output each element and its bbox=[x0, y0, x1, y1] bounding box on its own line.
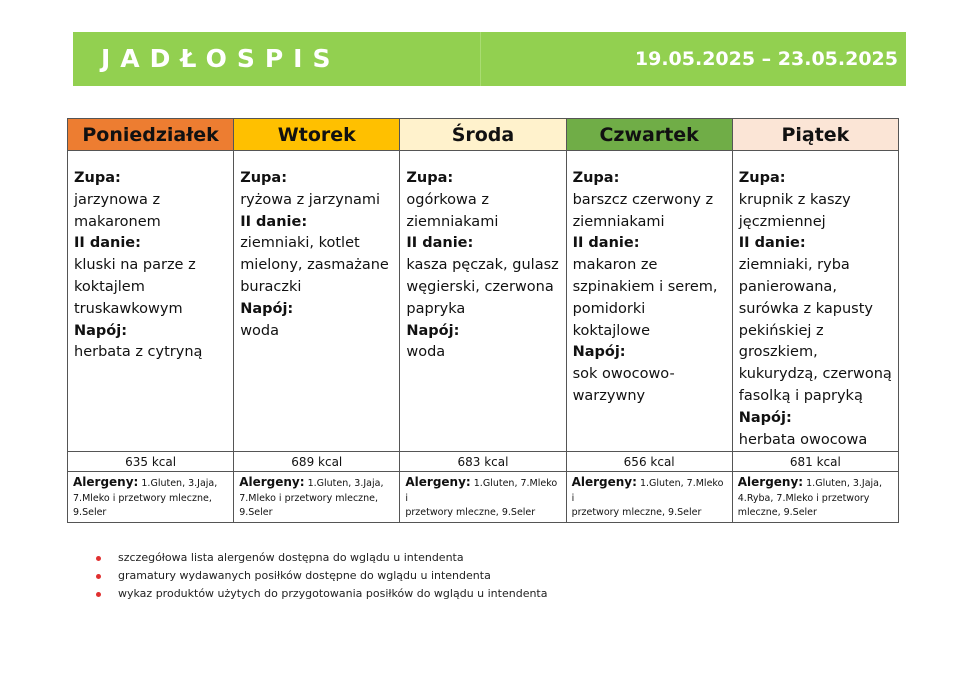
day-header: Poniedziałek bbox=[68, 119, 234, 151]
allergen-line bbox=[738, 492, 894, 507]
kcal-value: 689 kcal bbox=[234, 452, 400, 472]
drink-text: woda bbox=[240, 322, 280, 339]
main-dish-text: ziemniaki, kotlet bbox=[240, 235, 360, 252]
soup-label: Zupa: bbox=[74, 170, 121, 186]
kcal-value: 656 kcal bbox=[566, 452, 732, 472]
drink-text: warzywny bbox=[572, 387, 646, 404]
main-dish-text: mielony, zasmażane bbox=[240, 257, 389, 274]
note-item bbox=[96, 585, 547, 603]
main-dish-text: ziemniaki, ryba bbox=[738, 257, 850, 274]
kcal-value: 683 kcal bbox=[400, 452, 566, 472]
meal-cell bbox=[68, 151, 234, 452]
allergens-cell bbox=[566, 472, 732, 523]
allergen-text: 7.Mleko i przetwory mleczne, bbox=[239, 492, 379, 504]
main-dish-text: makaron ze bbox=[572, 257, 658, 274]
main-dish-text: węgierski, czerwona bbox=[406, 278, 554, 295]
soup-label: Zupa: bbox=[738, 170, 786, 186]
allergen-line bbox=[405, 475, 561, 506]
note-item bbox=[96, 567, 547, 585]
date-range: 19.05.2025 – 23.05.2025 bbox=[634, 48, 898, 70]
main-dish-text: kluski na parze z bbox=[74, 257, 196, 274]
kcal-row bbox=[68, 452, 899, 472]
drink-text: herbata z cytryną bbox=[74, 344, 203, 361]
drink-label: Napój: bbox=[74, 322, 128, 339]
allergen-line bbox=[239, 506, 395, 521]
header-banner bbox=[73, 32, 906, 86]
allergen-line bbox=[239, 475, 395, 492]
allergens-label: Alergeny: bbox=[571, 475, 637, 490]
allergens-cell bbox=[400, 472, 566, 523]
soup-text: jarzynowa z bbox=[74, 191, 161, 208]
allergen-text: 1.Gluten, 3.Jaja, bbox=[141, 478, 218, 490]
soup-text: jęczmiennej bbox=[738, 213, 826, 230]
notes-list bbox=[96, 549, 547, 603]
main-dish-text: surówka z kapusty bbox=[738, 300, 873, 317]
allergen-text: 1.Gluten, 7.Mleko i bbox=[571, 478, 724, 504]
soup-text: ryżowa z jarzynami bbox=[240, 191, 381, 208]
drink-label: Napój: bbox=[738, 409, 792, 426]
allergen-line bbox=[738, 506, 894, 521]
soup-text: makaronem bbox=[74, 213, 161, 230]
main-dish-text: pekińskiej z bbox=[738, 322, 824, 339]
allergen-text: 1.Gluten, 3.Jaja, bbox=[307, 478, 384, 490]
allergen-line bbox=[572, 475, 728, 506]
allergens-label: Alergeny: bbox=[239, 475, 305, 490]
main-dish-label: II danie: bbox=[74, 235, 141, 252]
soup-text: ogórkowa z bbox=[406, 191, 489, 208]
drink-text: sok owocowo- bbox=[572, 366, 675, 383]
allergen-text: mleczne, 9.Seler bbox=[737, 507, 817, 519]
bullet-icon bbox=[96, 556, 101, 561]
soup-text: krupnik z kaszy bbox=[738, 191, 851, 208]
day-header: Czwartek bbox=[566, 119, 732, 151]
page-title: JADŁOSPIS bbox=[101, 44, 341, 73]
meal-cell bbox=[566, 151, 732, 452]
main-dish-label: II danie: bbox=[738, 235, 806, 252]
soup-label: Zupa: bbox=[406, 170, 454, 186]
allergen-line bbox=[73, 506, 229, 521]
drink-label: Napój: bbox=[240, 300, 294, 317]
allergens-label: Alergeny: bbox=[737, 475, 804, 490]
soup-label: Zupa: bbox=[572, 170, 620, 186]
kcal-value: 681 kcal bbox=[732, 452, 898, 472]
note-text: wykaz produktów użytych do przygotowania posiłków do wglądu u intendenta bbox=[118, 587, 548, 600]
note-text: gramatury wydawanych posiłków dostępne do wglądu u intendenta bbox=[118, 569, 491, 582]
allergen-text: 7.Mleko i przetwory mleczne, bbox=[73, 492, 212, 504]
allergen-text: przetwory mleczne, 9.Seler bbox=[571, 507, 702, 519]
main-dish-text: panierowana, bbox=[738, 278, 837, 295]
allergen-line bbox=[738, 475, 894, 492]
allergen-text: 9.Seler bbox=[73, 507, 107, 519]
allergen-text: 4.Ryba, 7.Mleko i przetwory bbox=[737, 492, 870, 504]
menu-table bbox=[67, 118, 899, 523]
main-dish-text: fasolką i papryką bbox=[738, 387, 863, 404]
soup-label: Zupa: bbox=[240, 170, 287, 186]
allergen-line bbox=[73, 475, 229, 492]
day-header: Wtorek bbox=[234, 119, 400, 151]
banner-divider bbox=[480, 32, 481, 86]
meal-cell bbox=[234, 151, 400, 452]
day-header: Piątek bbox=[732, 119, 898, 151]
main-dish-text: koktajlem bbox=[74, 278, 145, 295]
allergens-cell bbox=[68, 472, 234, 523]
allergen-line bbox=[405, 506, 561, 521]
main-dish-text: kasza pęczak, gulasz bbox=[406, 257, 559, 274]
kcal-value: 635 kcal bbox=[68, 452, 234, 472]
allergens-row bbox=[68, 472, 899, 523]
soup-text: ziemniakami bbox=[406, 213, 499, 230]
main-dish-text: papryka bbox=[406, 300, 466, 317]
allergen-line bbox=[239, 492, 395, 507]
main-dish-label: II danie: bbox=[240, 213, 308, 230]
meals-row bbox=[68, 151, 899, 452]
drink-text: woda bbox=[406, 344, 446, 361]
drink-label: Napój: bbox=[406, 322, 460, 339]
soup-text: ziemniakami bbox=[572, 213, 665, 230]
day-header: Środa bbox=[400, 119, 566, 151]
meal-cell bbox=[732, 151, 898, 452]
meal-cell bbox=[400, 151, 566, 452]
allergen-text: 1.Gluten, 3.Jaja, bbox=[806, 478, 883, 490]
main-dish-text: pomidorki bbox=[572, 300, 646, 317]
bullet-icon bbox=[96, 592, 101, 597]
main-dish-text: szpinakiem i serem, bbox=[572, 278, 718, 295]
main-dish-label: II danie: bbox=[406, 235, 474, 252]
main-dish-text: buraczki bbox=[240, 278, 302, 295]
day-header-row bbox=[68, 119, 899, 151]
main-dish-text: kukurydzą, czerwoną bbox=[738, 366, 892, 383]
allergen-text: 1.Gluten, 7.Mleko i bbox=[405, 478, 558, 504]
allergen-text: przetwory mleczne, 9.Seler bbox=[405, 507, 536, 519]
main-dish-text: truskawkowym bbox=[74, 300, 183, 317]
main-dish-text: koktajlowe bbox=[572, 322, 650, 339]
main-dish-text: groszkiem, bbox=[738, 344, 818, 361]
allergen-line bbox=[73, 492, 229, 507]
allergens-cell bbox=[234, 472, 400, 523]
main-dish-label: II danie: bbox=[572, 235, 640, 252]
soup-text: barszcz czerwony z bbox=[572, 191, 714, 208]
allergen-line bbox=[572, 506, 728, 521]
bullet-icon bbox=[96, 574, 101, 579]
allergens-cell bbox=[732, 472, 898, 523]
drink-text: herbata owocowa bbox=[738, 431, 868, 448]
allergens-label: Alergeny: bbox=[73, 475, 139, 490]
allergens-label: Alergeny: bbox=[405, 475, 471, 490]
drink-label: Napój: bbox=[572, 344, 626, 361]
allergen-text: 9.Seler bbox=[239, 507, 273, 519]
note-text: szczegółowa lista alergenów dostępna do wglądu u intendenta bbox=[118, 551, 464, 564]
note-item bbox=[96, 549, 547, 567]
